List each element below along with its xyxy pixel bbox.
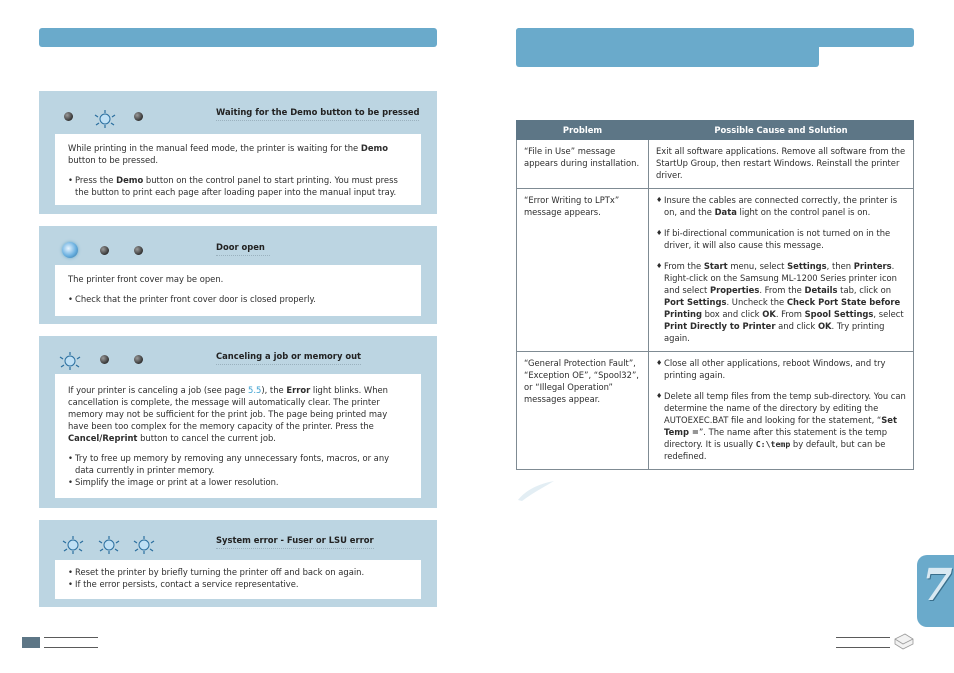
status-panel-canceling [39,336,437,508]
status-panel-demo [39,91,437,214]
footer-rule [836,647,890,648]
footer-rule [836,637,890,638]
right-header-tab [516,28,819,67]
page-corner-icon [893,632,915,650]
status-title: System error - Fuser or LSU error [216,535,374,549]
status-panel-system-error [39,520,437,607]
chapter-number: 7 [922,560,953,611]
status-description [55,374,421,498]
problem-cell: “File in Use” message appears during installation. [517,140,649,189]
solution-bullet: ♦ Delete all temp files from the temp sub-directory. You can determine the name of the directory by editing the AUTOEXEC.BAT file and looking for the statement, “Set Temp =”. The name after this statement is the temp directory. It is usually C:\temp by default, but can be redefined. [656,390,907,462]
footer-rule [44,637,98,638]
bullet-item: • Try to free up memory by removing any unnecessary fonts, macros, or any data currently in printer memory. [68,452,409,476]
bullet-item: • Reset the printer by briefly turning the printer off and back on again. [68,566,409,578]
led-off-icon [134,112,143,121]
feather-icon [516,480,556,502]
page-link[interactable]: 5.5 [248,385,262,395]
led-on-icon [62,242,78,258]
column-header-solution: Possible Cause and Solution [649,121,914,140]
led-off-icon [134,246,143,255]
table-row [517,189,914,352]
led-blinking-icon [96,535,122,555]
column-header-problem: Problem [517,121,649,140]
footer-page-block [22,637,40,648]
description-text: While printing in the manual feed mode, the printer is waiting for the Demo button to be pressed. [68,143,388,165]
bullet-item: • If the error persists, contact a service representative. [68,578,409,590]
troubleshooting-table [516,120,914,470]
description-text: If your printer is canceling a job (see page 5.5), the Error light blinks. When cancellation is complete, the message will automatically clear. The printer memory may not be sufficient for the print job. The page being printed may have been too complex for the memory capacity of the printer. Press the Cancel/Reprint button to cancel the current job. [68,385,388,443]
led-off-icon [64,112,73,121]
table-header-row [517,121,914,140]
led-blinking-icon [92,109,118,129]
solution-cell [649,352,914,470]
solution-bullet: ♦ If bi-directional communication is not turned on in the driver, it will also cause this message. [656,227,907,251]
bullet-item: • Press the Demo button on the control panel to start printing. You must press the button to print each page after loading paper into the manual input tray. [68,174,409,198]
table-row [517,140,914,189]
led-blinking-icon [60,535,86,555]
status-title: Waiting for the Demo button to be pressed [216,107,419,121]
bullet-item: • Simplify the image or print at a lower resolution. [68,476,409,488]
led-blinking-icon [131,535,157,555]
solution-bullet: ♦ Close all other applications, reboot Windows, and try printing again. [656,357,907,381]
bullet-item: • Check that the printer front cover door is closed properly. [68,293,409,305]
solution-bullet: ♦ Insure the cables are connected correctly, the printer is on, and the Data light on the control panel is on. [656,194,907,218]
problem-cell: “Error Writing to LPTx” message appears. [517,189,649,352]
footer-rule [44,647,98,648]
status-title: Canceling a job or memory out [216,351,361,365]
led-off-icon [134,355,143,364]
solution-cell [649,189,914,352]
description-text: The printer front cover may be open. [68,274,224,284]
status-description [55,560,421,599]
status-title: Door open [216,242,270,256]
solution-cell: Exit all software applications. Remove all software from the StartUp Group, then restart Windows. Reinstall the printer driver. [649,140,914,189]
led-blinking-icon [57,351,83,371]
status-description [55,265,421,316]
left-header-bar [39,28,437,47]
status-panel-door-open [39,226,437,324]
problem-cell: “General Protection Fault”, “Exception OE”, “Spool32”, or “Illegal Operation” messages appear. [517,352,649,470]
status-description [55,134,421,205]
table-row [517,352,914,470]
solution-bullet: ♦ From the Start menu, select Settings, then Printers. Right-click on the Samsung ML-1200 Series printer icon and select Properties. From the Details tab, click on Port Settings. Uncheck the Check Port State before Printing box and click OK. From Spool Settings, select Print Directly to Printer and click OK. Try printing again. [656,260,907,344]
led-off-icon [100,355,109,364]
led-off-icon [100,246,109,255]
